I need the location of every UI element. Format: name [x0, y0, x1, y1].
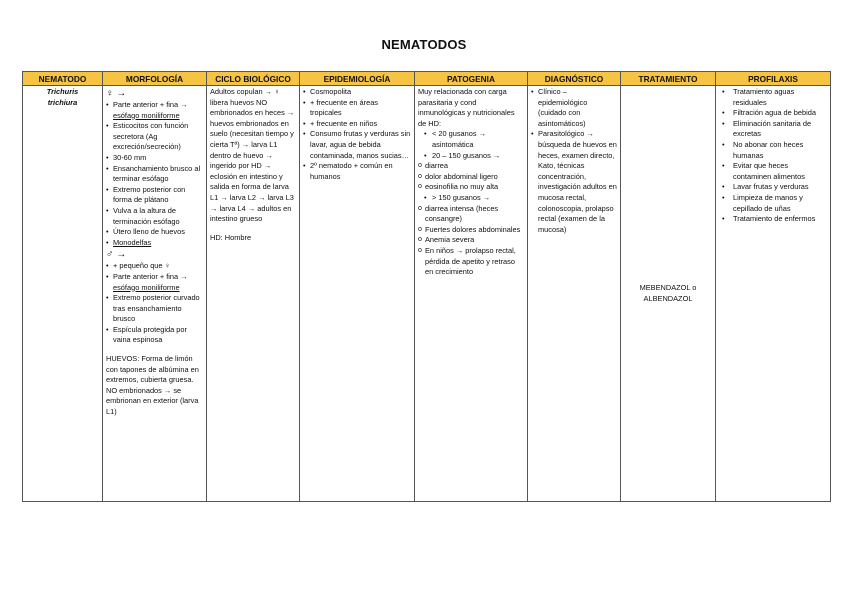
header-tratamiento: TRATAMIENTO — [621, 72, 716, 86]
list-item: o En niños → prolapso rectal, pérdida de apetito y retraso en crecimiento — [418, 246, 524, 278]
cell-profilaxis — [716, 86, 831, 502]
header-ciclo: CICLO BIOLÓGICO — [207, 72, 300, 86]
list-item: • Parte anterior + fina → esófago moniliforme — [106, 272, 203, 293]
cell-epidemiologia — [300, 86, 415, 502]
list-item: • > 150 gusanos → — [418, 193, 524, 204]
list-item: • + pequeño que ♀ — [106, 261, 203, 272]
cell-diagnostico — [528, 86, 621, 502]
species-epithet: trichiura — [47, 97, 78, 107]
list-item: • 20 – 150 gusanos → — [418, 151, 524, 162]
list-item: o diarrea intensa (heces consangre) — [418, 204, 524, 225]
list-item: • Esticocitos con función secretora (Ag excreción/secreción) — [106, 121, 203, 153]
female-symbol: ♀ → — [106, 88, 127, 99]
header-profilaxis: PROFILAXIS — [716, 72, 831, 86]
list-item: • 2º nematodo + común en humanos — [303, 161, 411, 182]
list-item: • < 20 gusanos → asintomática — [418, 129, 524, 150]
male-symbol: ♂ → — [106, 249, 127, 261]
cell-ciclo — [207, 86, 300, 502]
profilaxis-list — [719, 87, 827, 225]
patogenia-list — [418, 129, 524, 277]
list-item: o diarrea — [418, 161, 524, 172]
cell-tratamiento — [621, 86, 716, 502]
list-item: • Ensanchamiento brusco al terminar esófago — [106, 164, 203, 185]
list-item: • Clínico – epidemiológico (cuidado con asintomáticos) — [531, 87, 617, 129]
patogenia-intro: Muy relacionada con carga parasitaria y cond inmunológicas y nutricionales de HD: — [418, 87, 515, 128]
list-item: • Eliminación sanitaria de excretas — [719, 119, 827, 140]
header-patogenia: PATOGENIA — [415, 72, 528, 86]
list-item: • Tratamiento de enfermos — [719, 214, 827, 225]
huevos-text: HUEVOS: Forma de limón con tapones de albúmina en extremos, cubierta gruesa. NO embrionados → se embrionan en exterior (larva L1) — [106, 354, 199, 417]
list-item: • + frecuente en áreas tropicales — [303, 98, 411, 119]
list-item: • Cosmopolita — [303, 87, 411, 98]
list-item: o Anemia severa — [418, 235, 524, 246]
cell-patogenia — [415, 86, 528, 502]
header-diagnostico: DIAGNÓSTICO — [528, 72, 621, 86]
cell-morfologia — [103, 86, 207, 502]
header-row — [23, 72, 831, 86]
list-item: o Fuertes dolores abdominales — [418, 225, 524, 236]
list-item: • Lavar frutas y verduras — [719, 182, 827, 193]
nematodos-table — [22, 71, 831, 502]
list-item: • Espícula protegida por vaina espinosa — [106, 325, 203, 346]
header-epidemiologia: EPIDEMIOLOGÍA — [300, 72, 415, 86]
list-item: • Parasitológico → búsqueda de huevos en heces, examen directo, Kato, técnicas concentración, investigación adultos en mucosa rectal, colonoscopia, prolapso rectal (examen de la mucosa) — [531, 129, 617, 235]
list-item: • Limpieza de manos y cepillado de uñas — [719, 193, 827, 214]
diagnostico-list — [531, 87, 617, 235]
list-item: • Vulva a la altura de terminación esófago — [106, 206, 203, 227]
list-item: • Extremo posterior con forma de plátano — [106, 185, 203, 206]
ciclo-text: Adultos copulan → ♀ libera huevos NO embrionados en heces → huevos embrionados en suelo (necesitan tiempo y cierta Tª) → larva L1 dentro de huevo → ingerido por HD → eclosión en intestino y salida en forma de larva L1 → larva L2 → larva L3 → larva L4 → adultos en intestino grueso — [210, 87, 295, 224]
header-morfologia: MORFOLOGÍA — [103, 72, 207, 86]
female-list — [106, 100, 203, 248]
page-title: NEMATODOS — [381, 37, 467, 52]
list-item: • Consumo frutas y verduras sin lavar, agua de bebida contaminada, manos sucias… — [303, 129, 411, 161]
cell-nematodo — [23, 86, 103, 502]
list-item: o eosinofilia no muy alta — [418, 182, 524, 193]
list-item: • Filtración agua de bebida — [719, 108, 827, 119]
list-item: • Tratamiento aguas residuales — [719, 87, 827, 108]
list-item: • Parte anterior + fina → esófago moniliforme — [106, 100, 203, 121]
list-item: o dolor abdominal ligero — [418, 172, 524, 183]
list-item: • Extremo posterior curvado tras ensanchamiento brusco — [106, 293, 203, 325]
list-item: • Útero lleno de huevos — [106, 227, 203, 238]
species-genus: Trichuris — [46, 87, 79, 96]
list-item: • Evitar que heces contaminen alimentos — [719, 161, 827, 182]
header-nematodo: NEMATODO — [23, 72, 103, 86]
male-list — [106, 261, 203, 346]
tratamiento-text: MEBENDAZOL o ALBENDAZOL — [639, 282, 697, 303]
list-item: • No abonar con heces humanas — [719, 140, 827, 161]
ciclo-hd: HD: Hombre — [210, 232, 252, 242]
list-item: • Monodelfas — [106, 238, 203, 249]
list-item: • 30-60 mm — [106, 153, 203, 164]
table-row — [23, 86, 831, 502]
list-item: • + frecuente en niños — [303, 119, 411, 130]
epidemiologia-list — [303, 87, 411, 182]
